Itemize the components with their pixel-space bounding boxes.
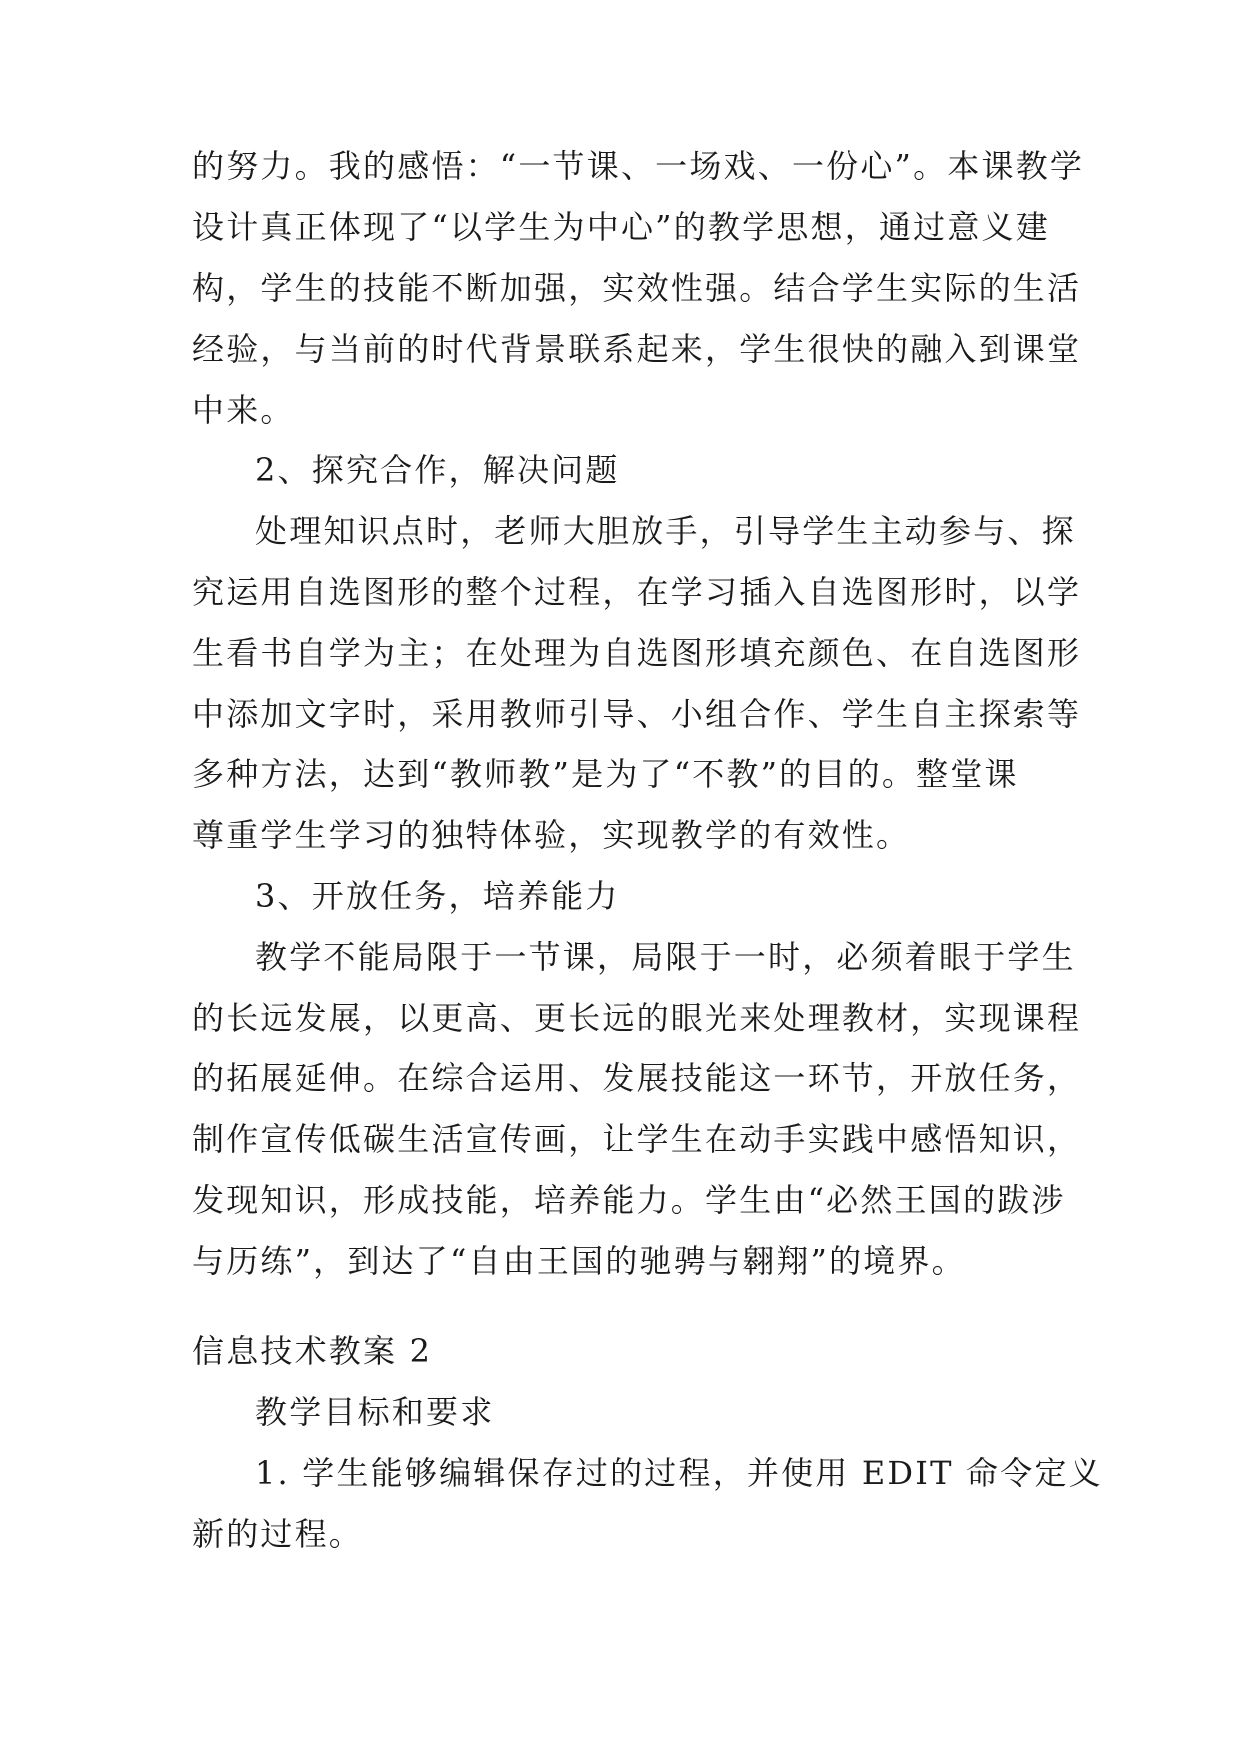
text-line: 的拓展延伸。在综合运用、发展技能这一环节，开放任务，	[192, 1059, 1082, 1097]
section-heading: 2、探究合作，解决问题	[255, 451, 620, 489]
section-heading: 3、开放任务，培养能力	[255, 877, 620, 915]
text-line: 新的过程。	[192, 1515, 364, 1553]
text-line: 设计真正体现了“以学生为中心”的教学思想，通过意义建	[192, 208, 1050, 246]
text-line: 尊重学生学习的独特体验，实现教学的有效性。	[192, 816, 911, 854]
text-line: 经验，与当前的时代背景联系起来，学生很快的融入到课堂	[192, 330, 1082, 368]
text-line: 中来。	[192, 391, 295, 429]
text-line: 究运用自选图形的整个过程，在学习插入自选图形时，以学	[192, 573, 1082, 611]
text-line: 1. 学生能够编辑保存过的过程，并使用 EDIT 命令定义	[255, 1454, 1103, 1492]
text-line: 制作宣传低碳生活宣传画，让学生在动手实践中感悟知识，	[192, 1120, 1082, 1158]
text-line: 生看书自学为主；在处理为自选图形填充颜色、在自选图形	[192, 634, 1082, 672]
text-line: 的努力。我的感悟：“一节课、一场戏、一份心”。本课教学	[192, 147, 1085, 185]
text-line: 多种方法，达到“教师教”是为了“不教”的目的。整堂课	[192, 755, 1019, 793]
text-line: 中添加文字时，采用教师引导、小组合作、学生自主探索等	[192, 695, 1082, 733]
text-line: 的长远发展，以更高、更长远的眼光来处理教材，实现课程	[192, 999, 1082, 1037]
text-line: 发现知识，形成技能，培养能力。学生由“必然王国的跋涉	[192, 1181, 1066, 1219]
section-heading: 教学目标和要求	[255, 1393, 495, 1431]
text-line: 构，学生的技能不断加强，实效性强。结合学生实际的生活	[192, 269, 1082, 307]
text-line: 与历练”，到达了“自由王国的驰骋与翱翔”的境界。	[192, 1242, 966, 1280]
text-line: 教学不能局限于一节课，局限于一时，必须着眼于学生	[255, 938, 1076, 976]
text-line: 处理知识点时，老师大胆放手，引导学生主动参与、探	[255, 512, 1076, 550]
document-title: 信息技术教案 2	[192, 1332, 433, 1370]
